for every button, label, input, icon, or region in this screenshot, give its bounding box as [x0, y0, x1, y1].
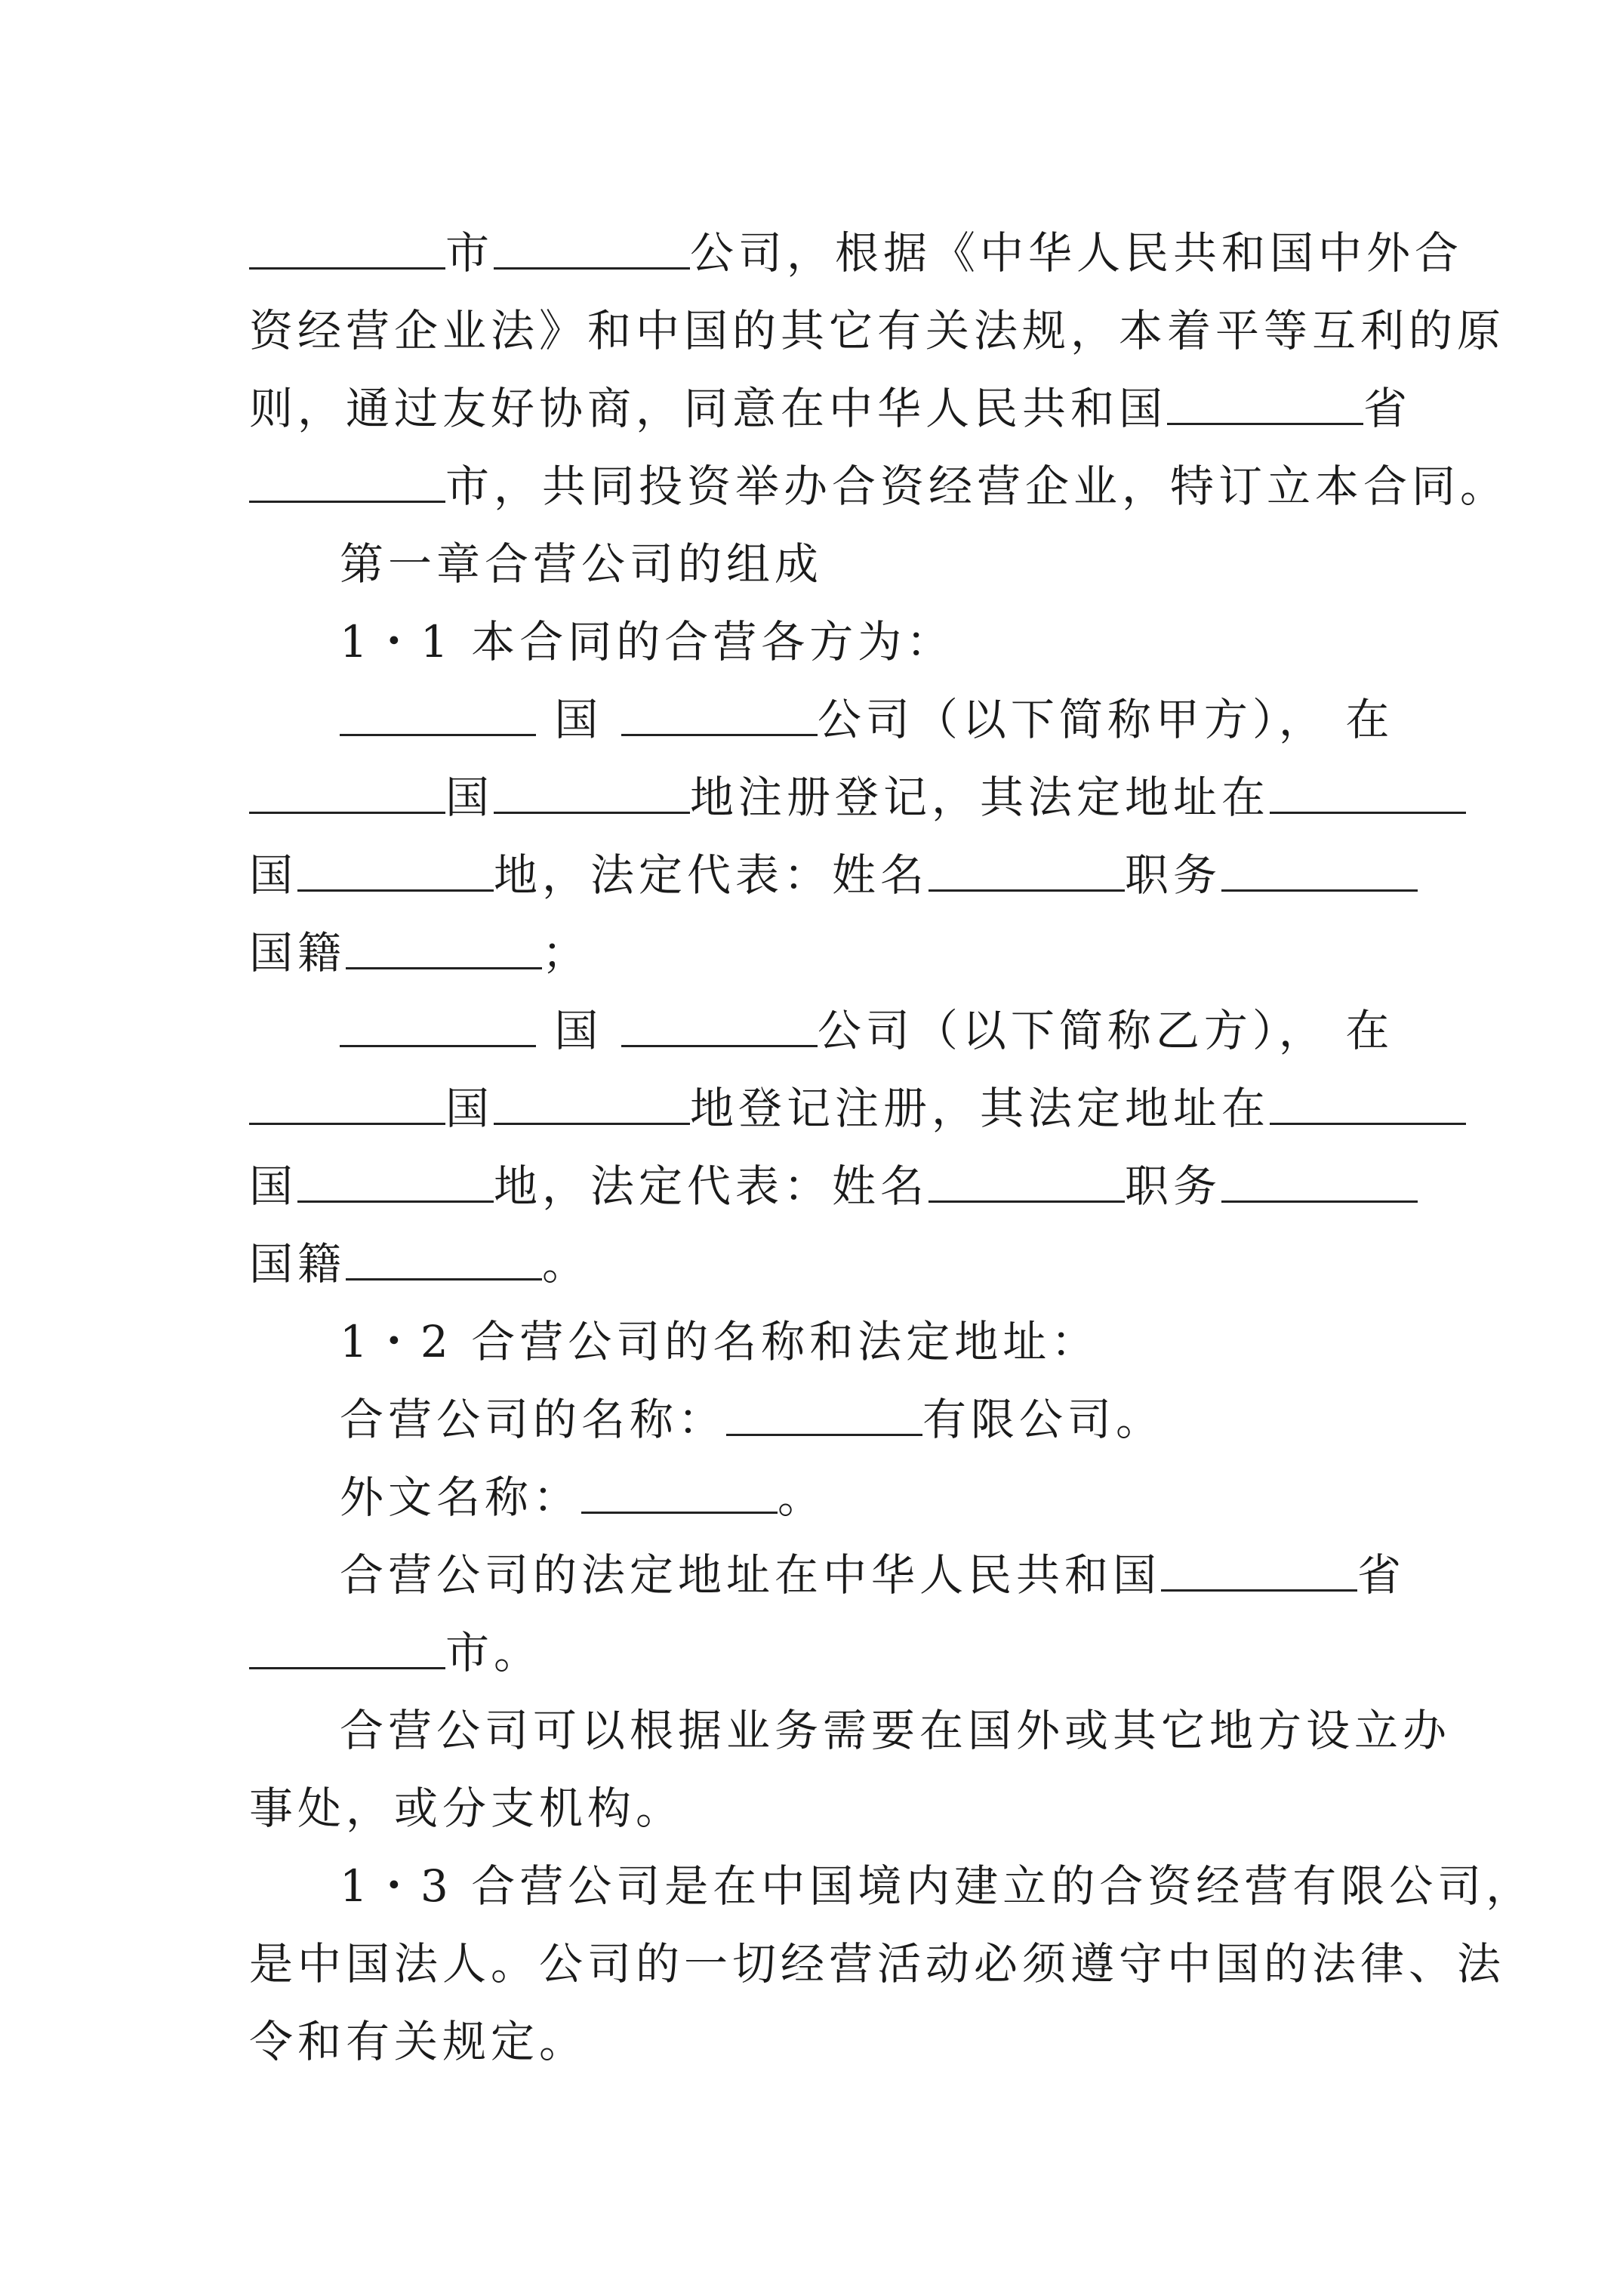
- fill-in-blank[interactable]: [249, 461, 445, 503]
- text-segment: 外文名称：: [340, 1472, 582, 1523]
- fill-in-blank[interactable]: [494, 228, 690, 270]
- text-segment: 国籍: [249, 1238, 346, 1290]
- text-segment: 国: [249, 1160, 298, 1212]
- text-line: [249, 1782, 1381, 1835]
- text-line: [249, 1237, 1381, 1290]
- text-segment: 市: [445, 227, 494, 279]
- text-segment: 国: [249, 849, 298, 901]
- text-line: [249, 1160, 1381, 1213]
- fill-in-blank[interactable]: [340, 1006, 536, 1047]
- text-segment: 事处，或分支机构。: [249, 1783, 685, 1834]
- fill-in-blank[interactable]: [297, 1161, 494, 1203]
- text-line: [340, 1471, 1472, 1524]
- fill-in-blank[interactable]: [726, 1395, 922, 1436]
- fill-in-blank[interactable]: [621, 695, 818, 736]
- text-segment: 合营公司的法定地址在中华人民共和国: [340, 1549, 1162, 1601]
- text-line: [249, 1626, 1381, 1679]
- text-segment: 国籍: [249, 927, 346, 978]
- text-line: [340, 1315, 1472, 1368]
- text-line: [249, 771, 1381, 824]
- fill-in-blank[interactable]: [1221, 1161, 1418, 1203]
- fill-in-blank[interactable]: [929, 850, 1125, 892]
- text-segment: 地登记注册，其法定地址在: [690, 1083, 1270, 1134]
- text-segment: 地，法定代表：姓名: [494, 849, 929, 901]
- fill-in-blank[interactable]: [494, 772, 690, 814]
- text-line: [340, 538, 1472, 590]
- text-segment: 公司，根据《中华人民共和国中外合: [690, 227, 1464, 279]
- text-segment: 市。: [445, 1627, 543, 1678]
- text-segment: 1・3 合营公司是在中国境内建立的合资经营有限公司，: [340, 1860, 1535, 1912]
- text-segment: 。: [778, 1472, 827, 1523]
- fill-in-blank[interactable]: [1270, 772, 1466, 814]
- fill-in-blank[interactable]: [1161, 1550, 1357, 1592]
- text-segment: 有限公司。: [922, 1394, 1165, 1445]
- text-line: [340, 1704, 1472, 1757]
- text-segment: 职务: [1125, 1160, 1222, 1212]
- fill-in-blank[interactable]: [249, 772, 445, 814]
- text-line: [249, 304, 1506, 357]
- text-line: [340, 693, 1472, 746]
- text-segment: 地注册登记，其法定地址在: [690, 772, 1270, 823]
- fill-in-blank[interactable]: [1221, 850, 1418, 892]
- text-segment: 国: [536, 694, 621, 745]
- text-segment: 地，法定代表：姓名: [494, 1160, 929, 1212]
- text-line: [249, 926, 1381, 979]
- text-segment: 是中国法人。公司的一切经营活动必须遵守中国的法律、法: [249, 1938, 1506, 1989]
- text-line: [340, 1860, 1535, 1912]
- text-line: [340, 615, 1472, 668]
- text-line: [249, 382, 1412, 435]
- text-segment: 省: [1357, 1549, 1406, 1601]
- text-segment: 职务: [1125, 849, 1222, 901]
- text-segment: 合营公司的名称：: [340, 1394, 727, 1445]
- text-line: [249, 227, 1464, 279]
- fill-in-blank[interactable]: [621, 1006, 818, 1047]
- fill-in-blank[interactable]: [297, 850, 494, 892]
- fill-in-blank[interactable]: [1270, 1083, 1466, 1125]
- fill-in-blank[interactable]: [249, 1083, 445, 1125]
- text-line: [249, 1937, 1506, 1990]
- text-segment: 国: [445, 772, 494, 823]
- fill-in-blank[interactable]: [494, 1083, 690, 1125]
- text-segment: 国: [536, 1005, 621, 1056]
- text-segment: 公司（以下简称乙方）， 在: [817, 1005, 1394, 1056]
- fill-in-blank[interactable]: [581, 1472, 778, 1514]
- fill-in-blank[interactable]: [346, 928, 542, 969]
- text-line: [249, 2015, 1381, 2068]
- text-line: [249, 1082, 1381, 1135]
- fill-in-blank[interactable]: [249, 1628, 445, 1669]
- fill-in-blank[interactable]: [1167, 384, 1363, 425]
- text-line: [249, 460, 1509, 513]
- text-segment: ；: [542, 927, 591, 978]
- text-segment: 省: [1363, 383, 1412, 434]
- text-segment: 市，共同投资举办合资经营企业，特订立本合同。: [445, 461, 1509, 512]
- fill-in-blank[interactable]: [249, 228, 445, 270]
- text-segment: 。: [542, 1238, 591, 1290]
- text-segment: 第一章合营公司的组成: [340, 538, 824, 590]
- text-segment: 合营公司可以根据业务需要在国外或其它地方设立办: [340, 1705, 1452, 1756]
- text-segment: 资经营企业法》和中国的其它有关法规，本着平等互利的原: [249, 305, 1506, 356]
- text-segment: 公司（以下简称甲方）， 在: [817, 694, 1394, 745]
- text-line: [340, 1549, 1472, 1601]
- text-segment: 1・2 合营公司的名称和法定地址：: [340, 1316, 1100, 1367]
- text-segment: 国: [445, 1083, 494, 1134]
- text-line: [249, 849, 1381, 901]
- fill-in-blank[interactable]: [346, 1239, 542, 1281]
- fill-in-blank[interactable]: [929, 1161, 1125, 1203]
- text-segment: 则，通过友好协商，同意在中华人民共和国: [249, 383, 1168, 434]
- text-line: [340, 1393, 1472, 1446]
- text-segment: 1・1 本合同的合营各方为：: [340, 616, 955, 667]
- text-line: [340, 1004, 1472, 1057]
- fill-in-blank[interactable]: [340, 695, 536, 736]
- text-segment: 令和有关规定。: [249, 2016, 588, 2067]
